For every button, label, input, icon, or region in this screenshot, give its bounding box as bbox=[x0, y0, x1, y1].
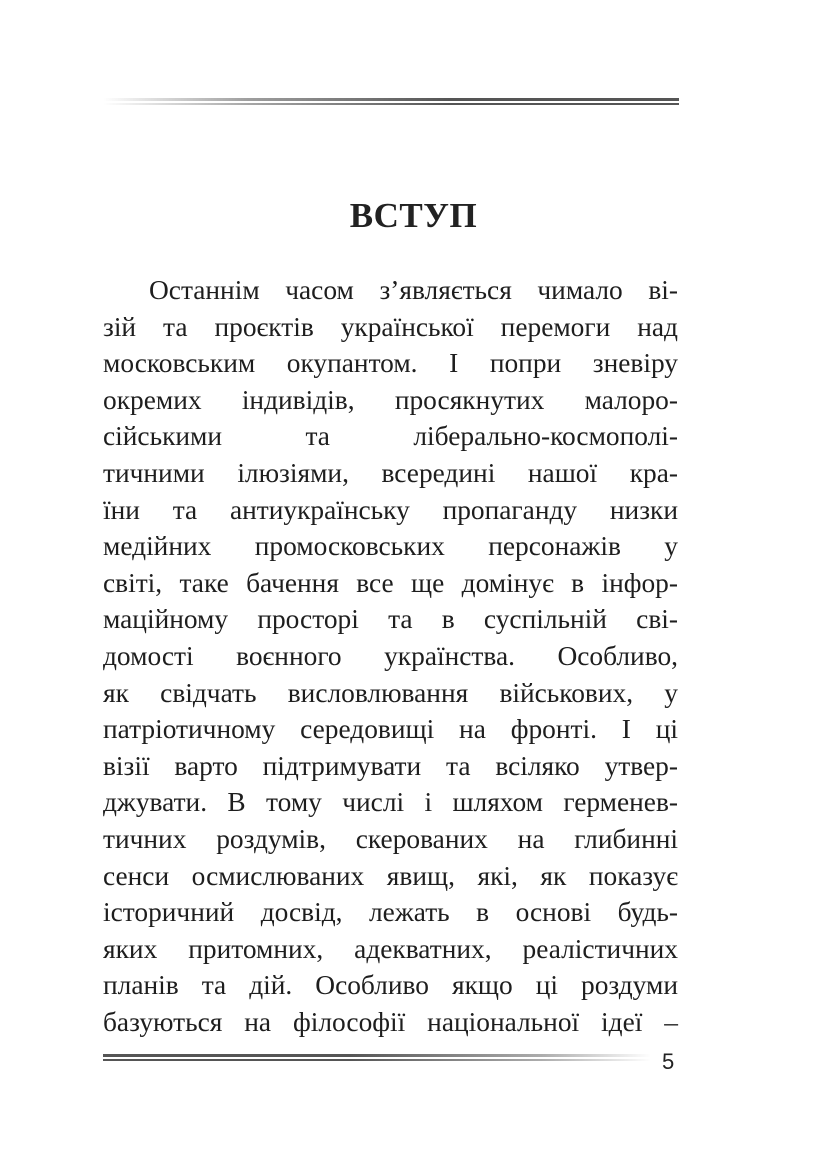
text-line: базуються на філософії національної ідеї – bbox=[103, 1006, 678, 1037]
page-number: 5 bbox=[662, 1049, 675, 1074]
text-line: домості воєнного українства. Особливо, bbox=[103, 640, 678, 671]
text-line: медійних промосковських персонажів у bbox=[103, 531, 678, 562]
header-rule-thin-line bbox=[103, 103, 679, 105]
text-line: світі, таке бачення все ще домінує в інфор- bbox=[103, 567, 678, 598]
text-line: сенси осмислюваних явищ, які, як показує bbox=[103, 860, 678, 891]
text-line: джувати. В тому числі і шляхом герменев- bbox=[103, 787, 678, 818]
text-line: маційному просторі та в суспільній сві- bbox=[103, 604, 678, 635]
text-line: їни та антиукраїнську пропаганду низки bbox=[103, 494, 678, 525]
header-rule-thick-line bbox=[103, 98, 679, 101]
text-line: яких притомних, адекватних, реалістичних bbox=[103, 933, 678, 964]
text-line: як свідчать висловлювання військових, у bbox=[103, 677, 678, 708]
text-line: тичних роздумів, скерованих на глибинні bbox=[103, 823, 678, 854]
text-line: візії варто підтримувати та всіляко утвер- bbox=[103, 750, 678, 781]
footer-rule-thin-line bbox=[103, 1059, 651, 1061]
body-paragraph bbox=[103, 272, 678, 1040]
chapter-title: ВСТУП bbox=[349, 196, 478, 235]
header-rule-divider bbox=[103, 98, 679, 106]
text-line: московським окупантом. І попри зневіру bbox=[103, 348, 678, 379]
text-line: зій та проєктів української перемоги над bbox=[103, 311, 678, 342]
text-line: історичний досвід, лежать в основі будь- bbox=[103, 897, 678, 928]
text-line: сійськими та ліберально-космополі- bbox=[103, 421, 678, 452]
footer-rule-divider bbox=[103, 1054, 651, 1062]
footer-rule-thick-line bbox=[103, 1054, 651, 1057]
text-line: патріотичному середовищі на фронті. І ці bbox=[103, 714, 678, 745]
text-line: тичними ілюзіями, всередині нашої кра- bbox=[103, 457, 678, 488]
text-line: Останнім часом з’являється чимало ві- bbox=[149, 275, 678, 305]
text-line: планів та дій. Особливо якщо ці роздуми bbox=[103, 970, 678, 1001]
text-line: окремих індивідів, просякнутих малоро- bbox=[103, 384, 678, 415]
